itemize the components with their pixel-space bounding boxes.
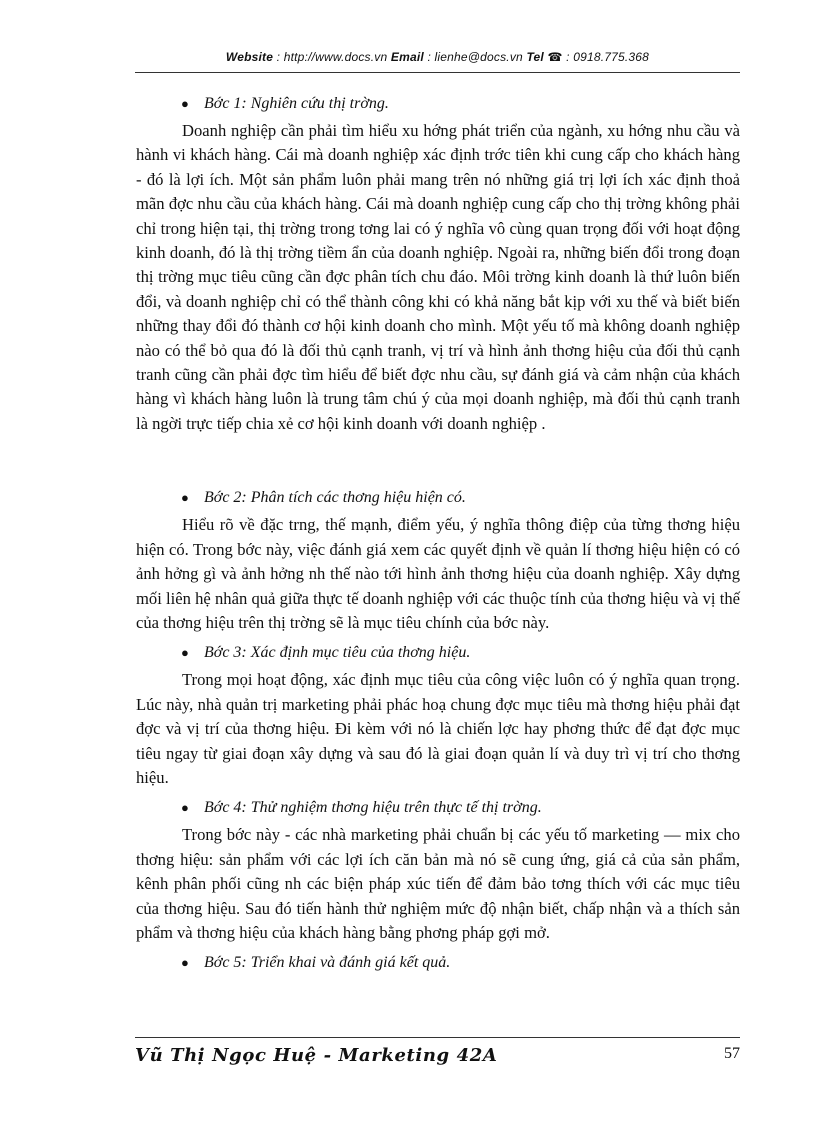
- header-divider: [135, 72, 740, 73]
- bullet-icon: ●: [181, 490, 189, 506]
- footer-author: Vũ Thị Ngọc Huệ - Marketing 42A: [135, 1045, 498, 1066]
- email-value: : lienhe@docs.vn: [423, 50, 527, 64]
- tel-label: Tel: [526, 50, 544, 64]
- section-heading: ● Bớc 1: Nghiên cứu thị trờng.: [136, 92, 740, 116]
- bullet-icon: ●: [181, 955, 189, 971]
- paragraph: Doanh nghiệp cần phải tìm hiểu xu hớng phát triển của ngành, xu hớng nhu cầu và hành vi khách hàng. Cái mà doanh nghiệp xác định trớc tiên khi cung cấp cho khách hàng - đó là lợi ích. Một sản phẩm luôn phải mang trên nó những giá trị lợi ích xác định thoả mãn đợc nhu cầu của khách hàng. Cái mà doanh nghiệp cung cấp cho thị trờng không phải chỉ trong hiện tại, thị trờng trong tơng lai có ý nghĩa vô cùng quan trọng đối với hoạt động kinh doanh, đó là thị trờng tiềm ẩn của doanh nghiệp. Ngoài ra, những biến đổi trong đoạn thị trờng mục tiêu cũng cần đợc phân tích chu đáo. Môi trờng kinh doanh là thứ luôn biến đổi, và doanh nghiệp chỉ có thể thành công khi có khả năng bắt kịp với xu thế và biết biến những thay đổi đó thành cơ hội kinh doanh cho mình. Một yếu tố mà không doanh nghiệp nào có thể bỏ qua đó là đối thủ cạnh tranh, vị trí và hình ảnh thơng hiệu của đối thủ cạnh tranh cũng cần phải đợc tìm hiểu để biết đợc nhu cầu, sự đánh giá và cảm nhận của khách hàng vì khách hàng luôn là trung tâm chú ý của mọi doanh nghiệp, mà đối thủ cạnh tranh là ngời trực tiếp chia xẻ cơ hội kinh doanh với doanh nghiệp .: [136, 121, 740, 433]
- website-value: : http://www.docs.vn: [273, 50, 391, 64]
- paragraph: Trong mọi hoạt động, xác định mục tiêu của công việc luôn có ý nghĩa quan trọng. Lúc này, nhà quản trị marketing phải phác hoạ chung đợc mục tiêu mà thơng hiệu phải đạt đợc và vị trí của thơng hiệu. Đi kèm với nó là chiến lợc hay phơng thức để đạt đợc mục tiêu ngay từ giai đoạn xây dựng và sau đó là giai đoạn quản lí và duy trì vị trí cho thơng hiệu.: [136, 670, 740, 787]
- section-heading: ● Bớc 2: Phân tích các thơng hiệu hiện có.: [136, 486, 740, 510]
- email-label: Email: [390, 50, 424, 64]
- footer-divider: [135, 1037, 740, 1038]
- document-body: [136, 92, 740, 975]
- bullet-icon: ●: [181, 96, 189, 111]
- section-heading: ● Bớc 3: Xác định mục tiêu của thơng hiệu.: [136, 641, 740, 665]
- website-label: Website: [225, 50, 274, 64]
- tel-value: : 0918.775.368: [562, 50, 650, 64]
- page-header: [135, 50, 740, 64]
- phone-icon: ☎: [547, 50, 563, 64]
- paragraph: Hiểu rõ về đặc trng, thế mạnh, điểm yếu, ý nghĩa thông điệp của từng thơng hiệu hiện có. Trong bớc này, việc đánh giá xem các quyết định về quản lí thơng hiệu hiện có có ảnh hởng gì và ảnh hởng nh thế nào tới hình ảnh thơng hiệu của doanh nghiệp. Xây dựng mối liên hệ nhân quả giữa thực tế doanh nghiệp với các thuộc tính của thơng hiệu và vị thế của thơng hiệu trên thị trờng sẽ là mục tiêu chính của bớc này.: [136, 515, 740, 632]
- bullet-icon: ●: [181, 800, 189, 816]
- page-number: 57: [724, 1045, 740, 1062]
- section-heading: ● Bớc 4: Thử nghiệm thơng hiệu trên thực tế thị trờng.: [136, 796, 740, 820]
- bullet-icon: ●: [181, 645, 189, 661]
- section-heading: ● Bớc 5: Triển khai và đánh giá kết quả.: [136, 951, 740, 975]
- paragraph: Trong bớc này - các nhà marketing phải chuẩn bị các yếu tố marketing — mix cho thơng hiệu: sản phẩm với các lợi ích căn bản mà nó sẽ cung ứng, giá cả của sản phẩm, kênh phân phối cũng nh các biện pháp xúc tiến để đảm bảo tơng thích với các mục tiêu của thơng hiệu. Sau đó tiến hành thử nghiệm mức độ nhận biết, chấp nhận và a thích sản phẩm và thơng hiệu của khách hàng bằng phơng pháp gợi mở.: [136, 825, 740, 942]
